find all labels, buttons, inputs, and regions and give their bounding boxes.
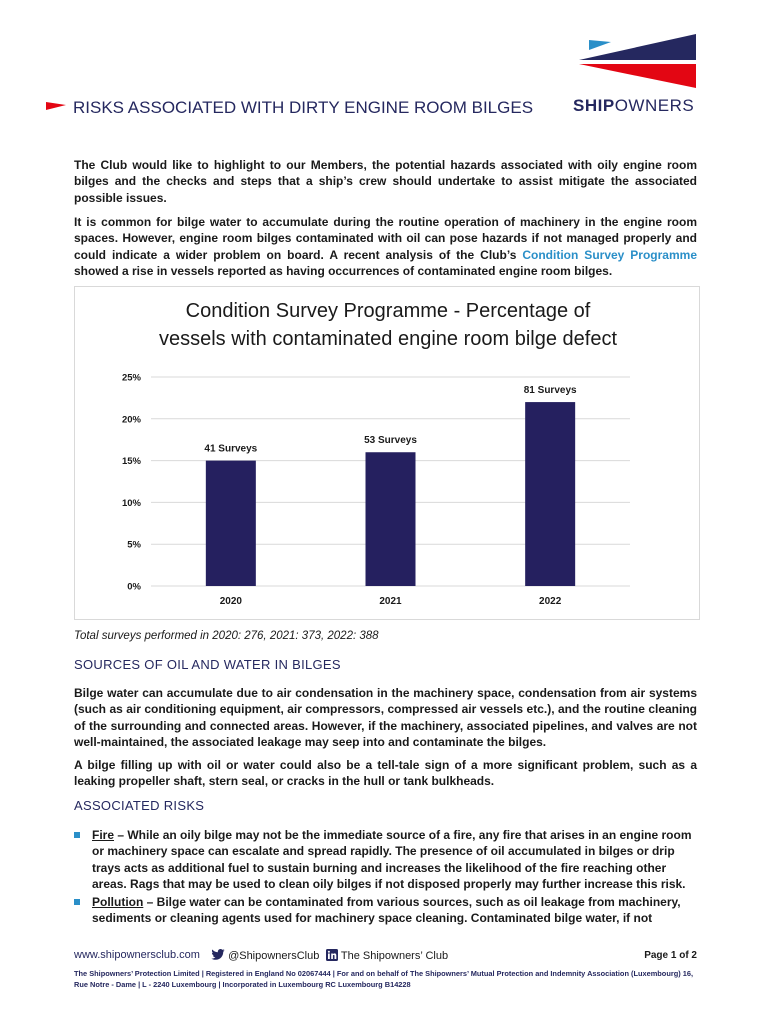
list-item: Pollution – Bilge water can be contaminated from various sources, such as oil leakage from machinery, sediments or cleaning agents used for machinery space cleaning. Contaminated bilge water, if not — [74, 894, 697, 927]
x-tick-label: 2021 — [379, 596, 402, 607]
x-tick-label: 2020 — [219, 596, 242, 607]
sources-paragraph-2: A bilge filling up with oil or water could also be a tell-tale sign of a more significant problem, such as a leaking propeller shaft, stern seal, or cracks in the hull or tank bulkheads. — [74, 758, 697, 789]
y-tick-label: 25% — [121, 372, 141, 384]
chart-caption: Total surveys performed in 2020: 276, 2021: 373, 2022: 388 — [74, 630, 379, 642]
bullet-icon — [74, 899, 80, 905]
chart-container — [74, 286, 700, 620]
y-tick-label: 20% — [121, 414, 141, 426]
red-pennant-icon — [46, 102, 66, 110]
brand-wordmark: SHIPOWNERS — [573, 96, 695, 115]
linkedin-link[interactable]: The Shipowners’ Club — [326, 949, 448, 962]
y-tick-label: 10% — [121, 497, 141, 509]
linkedin-icon — [326, 949, 338, 961]
twitter-link[interactable]: @ShipownersClub — [211, 949, 319, 962]
list-item: Fire – While an oily bilge may not be the immediate source of a fire, any fire that arises in an engine room or machinery space can escalate and spread rapidly. The presence of oil accumulated in bilges or drip trays acts as additional fuel to sustain burning and increases the likelihood of the fire reaching other areas. Rags that may be used to clean oily bilges if not disposed properly may further increase this risk. — [74, 827, 697, 893]
section-heading-risks: ASSOCIATED RISKS — [74, 798, 205, 813]
bar-2020 — [206, 461, 256, 586]
bar-2021 — [366, 452, 416, 586]
website-link[interactable]: www.shipownersclub.com — [74, 949, 200, 961]
intro-paragraph: The Club would like to highlight to our Members, the potential hazards associated with oily engine room bilges and the checks and steps that a ship’s crew should undertake to assist mitigate the associated possible issues. — [74, 158, 697, 205]
document-title: RISKS ASSOCIATED WITH DIRTY ENGINE ROOM BILGES — [73, 98, 534, 117]
x-tick-label: 2022 — [539, 596, 562, 607]
y-tick-label: 15% — [121, 456, 141, 468]
condition-survey-link[interactable]: Condition Survey Programme — [522, 247, 697, 262]
data-label: 41 Surveys — [204, 443, 258, 455]
y-tick-label: 5% — [127, 539, 141, 551]
page-number: Page 1 of 2 — [644, 950, 697, 961]
analysis-paragraph: It is common for bilge water to accumulate during the routine operation of machinery in the engine room spaces. However, engine room bilges contaminated with oil can pose hazards if not managed properly and could indicate a wider problem on board. A recent analysis of the Club’s Condition Survey Programme showed a rise in vessels reported as having occurrences of contaminated engine room bilges. — [74, 215, 697, 279]
risks-list — [74, 827, 697, 927]
data-label: 81 Surveys — [523, 385, 577, 397]
legal-notice: The Shipowners’ Protection Limited | Registered in England No 02067444 | For and on behalf of The Shipowners’ Mutual Protection and Indemnity Association (Luxembourg) 16, Rue Notre - Dame | L - 2240 Luxembourg | Incorporated in Luxembourg RC Luxembourg B14228 — [74, 969, 694, 989]
data-label: 53 Surveys — [364, 435, 417, 447]
section-heading-sources: SOURCES OF OIL AND WATER IN BILGES — [74, 657, 341, 672]
bar-2022 — [525, 402, 575, 586]
chart-title: Condition Survey Programme - Percentage of vessels with contaminated engine room bilge defect — [158, 300, 618, 350]
twitter-bird-icon — [211, 949, 225, 960]
y-tick-label: 0% — [127, 581, 141, 593]
sources-paragraph-1: Bilge water can accumulate due to air condensation in the machinery space, condensation from air systems (such as air conditioning equipment, air compressors, compressed air vessels etc.), and the routine cleaning of the surrounding and connected areas. However, if the machinery, associated pipelines, and valves are not well-maintained, the associated leakage may seep into and contaminate the bilges. — [74, 686, 697, 750]
bullet-icon — [74, 832, 80, 838]
